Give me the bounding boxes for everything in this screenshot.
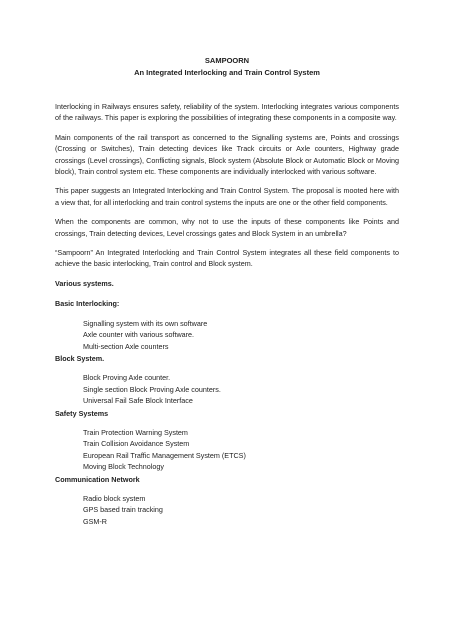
various-systems-heading: Various systems. xyxy=(55,278,114,288)
section-list xyxy=(83,372,399,406)
section-heading: Communication Network xyxy=(55,474,140,484)
paragraph: Main components of the rail transport as concerned to the Signalling systems are, Points and crossings (Crossing or Switches), Train detecting devices like Track circuits or Axle counters, Highway grade crossings (Level crossings), Conflicting signals, Block system (Absolute Block or Automatic Block or Moving block), Train control system etc. These components are individually interlocked with various software. xyxy=(55,132,399,177)
document-title: SAMPOORN xyxy=(204,56,250,65)
list-item: Radio block system xyxy=(83,493,146,503)
section-block-system xyxy=(55,353,399,407)
section-list xyxy=(83,427,399,473)
section-safety-systems xyxy=(55,408,399,473)
list-item: Multi-section Axle counters xyxy=(83,341,169,351)
paragraph: This paper suggests an Integrated Interlocking and Train Control System. The proposal is mooted here with a view that, for all interlocking and train control systems the inputs are one or the other field components. xyxy=(55,186,399,207)
list-item: Moving Block Technology xyxy=(83,462,164,472)
list-item: Train Collision Avoidance System xyxy=(83,439,190,449)
list-item: Signalling system with its own software xyxy=(83,318,208,328)
list-item: Universal Fail Safe Block Interface xyxy=(83,396,193,406)
section-heading: Block System. xyxy=(55,353,105,363)
list-item: GSM-R xyxy=(83,516,107,526)
list-item: GPS based train tracking xyxy=(83,505,163,515)
document-subtitle: An Integrated Interlocking and Train Control System xyxy=(134,68,320,77)
section-list xyxy=(83,493,399,527)
list-item: Train Protection Warning System xyxy=(83,427,188,437)
document-body xyxy=(55,101,399,527)
section-communication-network xyxy=(55,474,399,528)
list-item: Single section Block Proving Axle counters. xyxy=(83,384,221,394)
paragraph: When the components are common, why not to use the inputs of these components like Points and crossings, Train detecting devices, Level crossings gates and Block System in an umbrella? xyxy=(55,217,399,238)
list-item: Block Proving Axle counter. xyxy=(83,373,171,383)
section-heading: Basic Interlocking: xyxy=(55,299,120,309)
list-item: Axle counter with various software. xyxy=(83,330,195,340)
list-item: European Rail Traffic Management System (ETCS) xyxy=(83,450,246,460)
paragraph: “Sampoorn” An Integrated Interlocking and Train Control System integrates all these field components to achieve the basic interlocking, Train control and Block system. xyxy=(55,248,399,269)
section-heading: Safety Systems xyxy=(55,408,109,418)
paragraph: Interlocking in Railways ensures safety, reliability of the system. Interlocking integrates various components of the railways. This paper is exploring the possibilities of integrating these components in a composite way. xyxy=(55,102,399,123)
section-list xyxy=(83,318,399,352)
section-basic-interlocking xyxy=(55,298,399,352)
